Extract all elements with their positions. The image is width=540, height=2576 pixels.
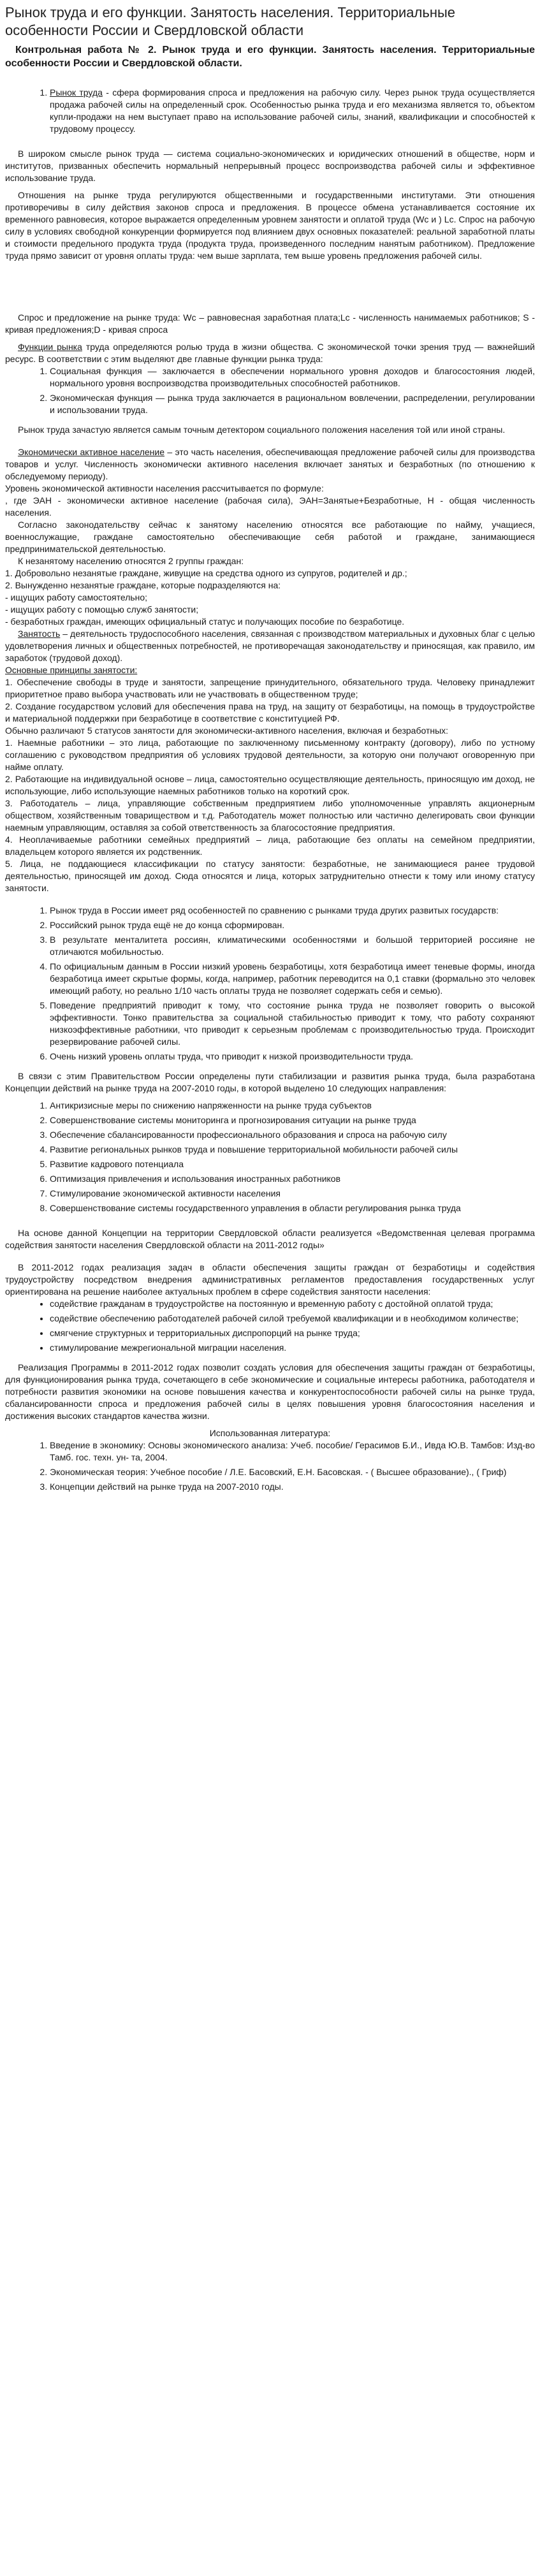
- principles-heading-link[interactable]: Основные принципы занятости:: [5, 665, 138, 675]
- term-link-employment[interactable]: Занятость: [18, 629, 61, 639]
- list-item: 4. Развитие региональных рынков труда и повышение территориальной мобильности рабочей силы: [50, 1144, 535, 1156]
- paragraph-sverdlovsk: На основе данной Концепции на территории Свердловской области реализуется «Ведомственная целевая программа содействия занятости населения Свердловской области на 2011-2012 годы»: [5, 1228, 535, 1250]
- term-link-functions[interactable]: Функции рынка: [18, 342, 82, 352]
- list-item: 1. Рынок труда в России имеет ряд особенностей по сравнению с рынками труда других развитых государств:: [50, 905, 535, 917]
- principle-line: 1. Наемные работники – это лица, работающие по заключенному письменному контракту (договору), либо по устному соглашению с руководством предприятия об условиях трудовой деятельности, за которую они получают оговоренную при найме оплату.: [5, 738, 535, 772]
- list-item: 5. Поведение предприятий приводит к тому, что состояние рынка труда не позволяет говорить о высокой эффективности. Тонко правительства за социальной стабильностью приводит к тому, что работу сохраняют низкоэффективные работники, что приводит к серьезным проблемам с производительностью труда. Происходит резервирование рабочей силы.: [50, 1000, 535, 1048]
- russia-features-list: [5, 905, 535, 1063]
- principle-line: 1. Обеспечение свободы в труде и занятости, запрещение принудительного, обязательного труда. Человеку принадлежит приоритетное право выбора участвовать или не участвовать в общественном труде;: [5, 677, 535, 699]
- list-item: 5. Развитие кадрового потенциала: [50, 1158, 535, 1170]
- list-item: 2. Экономическая теория: Учебное пособие / Л.Е. Басовский, Е.Н. Басовская. - ( Высшее образование)., ( Гриф): [50, 1466, 535, 1478]
- principles-block: [5, 676, 535, 894]
- tasks-list: [5, 1298, 535, 1354]
- group-line: 1. Добровольно незанятые граждане, живущие на средства одного из супругов, родителей и др.;: [5, 568, 407, 578]
- literature-list: [5, 1439, 535, 1493]
- principle-line: 2. Создание государством условий для обеспечения права на труд, на защиту от безработицы, на помощь в трудоустройстве и материальной поддержки при безработице в соответствие с конституцией РФ.: [5, 701, 535, 724]
- term-link-labor-market[interactable]: Рынок труда: [50, 87, 103, 98]
- paragraph-government: В связи с этим Правительством России определены пути стабилизации и развития рынка труда, была разработана Концепции действий на рынке труда на 2007-2010 годы, в которой выделено 10 следующих направления:: [5, 1071, 535, 1093]
- list-item: [50, 87, 535, 135]
- paragraph-text: – деятельность трудоспособного населения, связанная с производством материальных и духовных благ с целью удовлетворения личных и общественных потребностей, не противоречащая законодательству и приносящая, как правило, им заработок (трудовой доход).: [5, 629, 535, 663]
- literature-title: Использованная литература:: [209, 1428, 331, 1438]
- paragraph-supply-demand: Спрос и предложение на рынке труда: Wc – равновесная заработная плата;Lc - численность нанимаемых работников; S - кривая предложения;D - кривая спроса: [5, 312, 535, 335]
- intro-list: [5, 87, 535, 135]
- groups-block: [5, 567, 535, 628]
- list-item: 3. Концепции действий на рынке труда на 2007-2010 годы.: [50, 1481, 535, 1493]
- list-item: 1. Социальная функция — заключается в обеспечении нормального уровня доходов и благосостояния людей, нормального уровня воспроизводства производительных способностей работников.: [50, 365, 535, 389]
- paragraph-active-population: [5, 446, 535, 483]
- list-item: 6. Оптимизация привлечения и использования иностранных работников: [50, 1173, 535, 1185]
- paragraph-groups-intro: К незанятому населению относятся 2 группы граждан:: [18, 556, 244, 566]
- paragraph-2011: В 2011-2012 годах реализация задач в области обеспечения защиты граждан от безработицы и содействия трудоустройству посредством внедрения административных регламентов предоставления государственных услуг ориентирована на решение наиболее актуальных проблем в сфере содействия занятости населения:: [5, 1262, 535, 1297]
- paragraph-broad-sense: В широком смысле рынок труда — система социально-экономических и юридических отношений в обществе, норм и институтов, призванных обеспечить нормальный непрерывный процесс воспроизводства рабочей силы и эффективное использование труда.: [5, 149, 535, 183]
- group-line: - ищущих работу с помощью служб занятости;: [5, 604, 199, 615]
- list-item: 1. Введение в экономику: Основы экономического анализа: Учеб. пособие/ Герасимов Б.И., Ивда Ю.В. Тамбов: Изд-во Тамб. гос. техн. ун- та, 2004.: [50, 1439, 535, 1464]
- list-item: 1. Антикризисные меры по снижению напряженности на рынке труда субъектов: [50, 1100, 535, 1112]
- functions-list: [5, 365, 535, 416]
- list-item: • стимулирование межрегиональной миграции населения.: [50, 1342, 535, 1354]
- paragraph-functions-intro: [5, 341, 535, 365]
- group-line: - ищущих работу самостоятельно;: [5, 592, 148, 602]
- paragraph-realization: Реализация Программы в 2011-2012 годах позволит создать условия для обеспечения защиты граждан от безработицы, для функционирования рынка труда, сочетающего в себе экономические и социальные интересы работника, работодателя и потребности развития экономики на основе повышения качества и конкурентоспособности рабочей силы на рынке труда, сбалансированности спроса и предложения рабочей силы в целях повышения уровня благосостояния населения и достижения высоких стандартов качества жизни.: [5, 1362, 535, 1421]
- document-subtitle: Контрольная работа № 2. Рынок труда и его функции. Занятость населения. Территориальные особенности России и Свердловской области.: [5, 45, 535, 69]
- group-line: 2. Вынужденно незанятые граждане, которые подразделяются на:: [5, 580, 281, 590]
- list-item: 8. Совершенствование системы государственного управления в области регулирования рынка труда: [50, 1202, 535, 1214]
- group-line: - безработных граждан, имеющих официальный статус и получающих пособие по безработице.: [5, 616, 405, 627]
- principle-line: 4. Неоплачиваемые работники семейных предприятий – лица, работающие без оплаты на семейном предприятии, владельцем которого является их родственник.: [5, 834, 535, 857]
- list-item: 7. Стимулирование экономической активности населения: [50, 1188, 535, 1200]
- list-item: 4. По официальным данным в России низкий уровень безработицы, хотя безработица имеет теневые формы, иногда безработица имеет скрытые формы, когда, например, работник переводится на 0,1 ставки (формально это человек имеющий работу, но реально 1/10 часть оплаты труда не позволяет содержать себя и семью).: [50, 961, 535, 997]
- paragraph-activity-formula: Уровень экономической активности населения рассчитывается по формуле:: [5, 483, 324, 493]
- page-title: Рынок труда и его функции. Занятость населения. Территориальные особенности России и Свердловской области: [5, 4, 456, 38]
- term-link-active-population[interactable]: Экономически активное население: [18, 447, 165, 457]
- list-item: 2. Совершенствование системы мониторинга и прогнозирования ситуации на рынке труда: [50, 1114, 535, 1126]
- list-item: 2. Российский рынок труда ещё не до конца сформирован.: [50, 919, 535, 931]
- principle-line: Обычно различают 5 статусов занятости для экономически-активного населения, включая и безработных:: [5, 725, 449, 736]
- directions-list: [5, 1100, 535, 1214]
- principle-line: 2. Работающие на индивидуальной основе – лица, самостоятельно осуществляющие деятельность, приносящую им доход, не использующие, либо использующие наемных работников только на короткий срок.: [5, 774, 535, 796]
- paragraph-formula-where: , где ЭАН - экономически активное население (рабочая сила), ЭАН=Занятые+Безработные, Н - общая численность населения.: [5, 495, 535, 518]
- paragraph-barometer: Рынок труда зачастую является самым точным детектором социального положения населения той или иной страны.: [18, 425, 506, 435]
- principle-line: 5. Лица, не поддающиеся классификации по статусу занятости: безработные, не занимающиеся ранее трудовой деятельностью, приносящей им доход. Сюда относятся и лица, которых затруднительно отнести к тому или иному статусу занятости.: [5, 859, 535, 893]
- list-item: • содействие обеспечению работодателей рабочей силой требуемой квалификации и в необходимом количестве;: [50, 1313, 535, 1325]
- principle-line: 3. Работодатель – лица, управляющие собственным предприятием либо уполномоченные управлять акционерным обществом, хозяйственным товариществом и т.д. Работодатель может полностью или частично делегировать свои функции наемным управляющим, оставляя за собой ответственность за благосостояние предприятия.: [5, 798, 535, 833]
- list-item: 2. Экономическая функция — рынка труда заключается в рациональном вовлечении, распределении, регулировании и использовании труда.: [50, 392, 535, 416]
- list-item: • содействие гражданам в трудоустройстве на постоянную и временную работу с достойной оплатой труда;: [50, 1298, 535, 1310]
- list-item: 3. Обеспечение сбалансированности профессионального образования и спроса на рабочую силу: [50, 1129, 535, 1141]
- list-item: • смягчение структурных и территориальных диспропорций на рынке труда;: [50, 1327, 535, 1339]
- paragraph-text: труда определяются ролью труда в жизни общества. С экономической точки зрения труд — важнейший ресурс. В соответствии с этим выделяют две главные функции рынка труда:: [5, 342, 535, 364]
- paragraph-text: – это часть населения, обеспечивающая предложение рабочей силы для производства товаров и услуг. Численность экономически активного населения включает занятых и безработных (по отношению к обследуемому периоду).: [5, 447, 535, 481]
- paragraph-law: Согласно законодательству сейчас к занятому населению относятся все работающие по найму, учащиеся, военнослужащие, граждане самостоятельно обеспечивающие себя работой и граждане, занимающиеся предпринимательской деятельностью.: [5, 520, 535, 554]
- principles-title: [5, 664, 535, 676]
- list-item-text: - сфера формирования спроса и предложения на рабочую силу. Через рынок труда осуществляется продажа рабочей силы на определенный срок. Особенностью рынка труда и его механизма является то, объектом купли-продажи на нем выступает право на использование рабочей силы, знаний, квалификации и способностей к трудовому процессу.: [50, 87, 535, 134]
- paragraph-relations: Отношения на рынке труда регулируются общественными и государственными институтами. Эти отношения противоречивы в силу действия законов спроса и предложения. В процессе обмена устанавливается состояние их временного равновесия, которое выражается определенным уровнем занятости и оплатой труда (Wc и ) Lc. Спрос на рабочую силу в условиях свободной конкуренции формируется под влиянием двух основных показателей: реальной заработной платы и стоимости предельного продукта труда (продукта труда, произведенного последним нанятым работником). Предложение труда прямо зависит от уровня оплаты труда: чем выше зарплата, тем выше уровень предложения рабочей силы.: [5, 190, 535, 261]
- list-item: 3. В результате менталитета россиян, климатическими особенностями и большой территорией россияне не отличаются мобильностью.: [50, 934, 535, 958]
- list-item: 6. Очень низкий уровень оплаты труда, что приводит к низкой производительности труда.: [50, 1051, 535, 1063]
- paragraph-employment: [5, 628, 535, 664]
